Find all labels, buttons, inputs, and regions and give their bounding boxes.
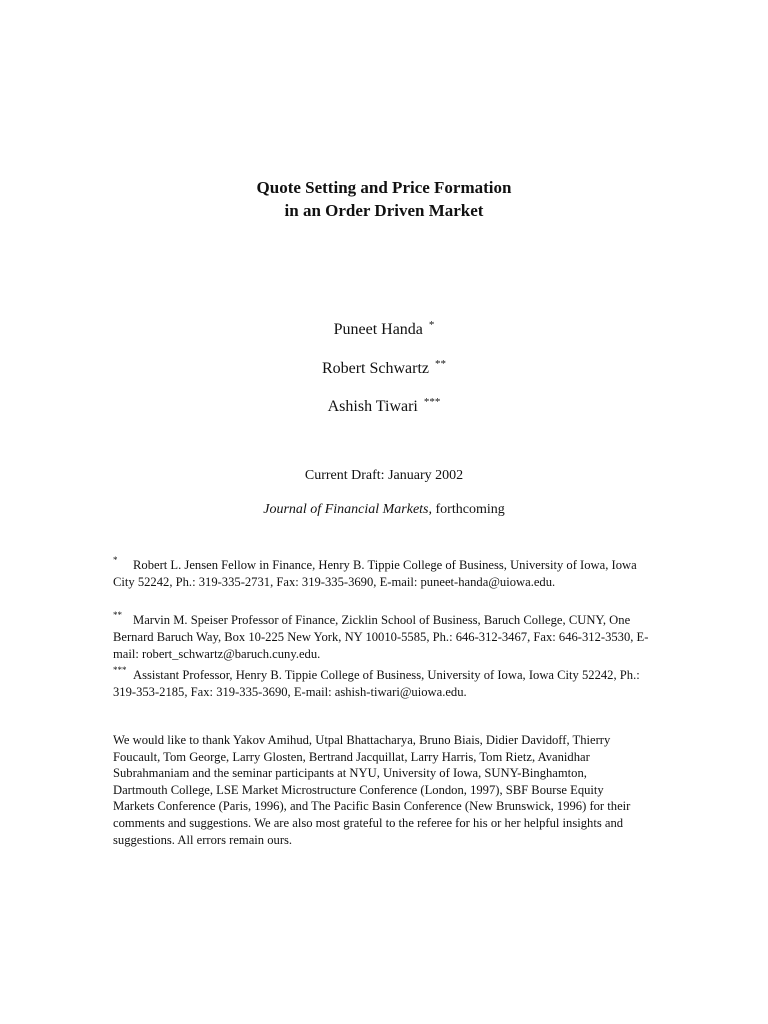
footnote-3: *** Assistant Professor, Henry B. Tippie College of Business, University of Iowa, Iowa City 52242, Ph.: 319-353-2185, Fax: 319-335-3690, E-mail: ashish-tiwari@uiowa.edu.	[113, 665, 640, 699]
author-footnote-mark: **	[435, 358, 447, 370]
journal-line	[0, 501, 768, 519]
footnote-2: ** Marvin M. Speiser Professor of Finance, Zicklin School of Business, Baruch College, CUNY, One Bernard Baruch Way, Box 10-225 New York, NY 10010-5585, Ph.: 646-312-3467, Fax: 646-312-3530, E-mail: robert_schwartz@baruch.cuny.edu.	[113, 610, 649, 661]
author-name: Puneet Handa	[333, 321, 423, 338]
author-name: Robert Schwartz	[321, 360, 430, 377]
footnote-text: Robert L. Jensen Fellow in Finance, Henry B. Tippie College of Business, University of Iowa, Iowa City 52242, Ph.: 319-335-2731, Fax: 319-335-3690, E-mail: puneet-handa@uiowa.edu.	[113, 558, 637, 589]
draft-date: Current Draft: January 2002	[304, 468, 464, 483]
footnote-text: Assistant Professor, Henry B. Tippie College of Business, University of Iowa, Iowa City 52242, Ph.: 319-353-2185, Fax: 319-335-3690, E-mail: ashish-tiwari@uiowa.edu.	[113, 668, 640, 699]
title-line-1: Quote Setting and Price Formation	[256, 178, 512, 197]
author-footnote-mark: ***	[423, 396, 441, 408]
author-1	[0, 320, 768, 340]
paper-title	[0, 176, 768, 222]
author-2	[0, 359, 768, 379]
author-name: Ashish Tiwari	[327, 398, 418, 415]
journal-name: Journal of Financial Markets,	[263, 502, 433, 517]
footnote-text: Marvin M. Speiser Professor of Finance, Zicklin School of Business, Baruch College, CUNY, One Bernard Baruch Way, Box 10-225 New York, NY 10010-5585, Ph.: 646-312-3467, Fax: 646-312-3530, E-mail: robert_schwartz@baruch.cuny.edu.	[113, 613, 649, 661]
acknowledgment: We would like to thank Yakov Amihud, Utpal Bhattacharya, Bruno Biais, Didier Davidoff, Thierry Foucault, Tom George, Larry Glosten, Bertrand Jacquillat, Larry Harris, Tom Rietz, Avanidhar Subrahmaniam and the seminar participants at NYU, University of Iowa, SUNY-Binghamton, Dartmouth College, LSE Market Microstructure Conference (London, 1997), SBF Bourse Equity Markets Conference (Paris, 1996), and The Pacific Basin Conference (New Brunswick, 1996) for their comments and suggestions. We are also most grateful to the referee for his or her helpful insights and suggestions. All errors remain ours.	[113, 733, 631, 847]
author-footnote-mark: *	[428, 319, 435, 331]
journal-status: forthcoming	[432, 502, 505, 517]
title-line-2: in an Order Driven Market	[284, 201, 484, 220]
footnote-1: * Robert L. Jensen Fellow in Finance, Henry B. Tippie College of Business, University of Iowa, Iowa City 52242, Ph.: 319-335-2731, Fax: 319-335-3690, E-mail: puneet-handa@uiowa.edu.	[113, 555, 637, 589]
author-3	[0, 397, 768, 417]
